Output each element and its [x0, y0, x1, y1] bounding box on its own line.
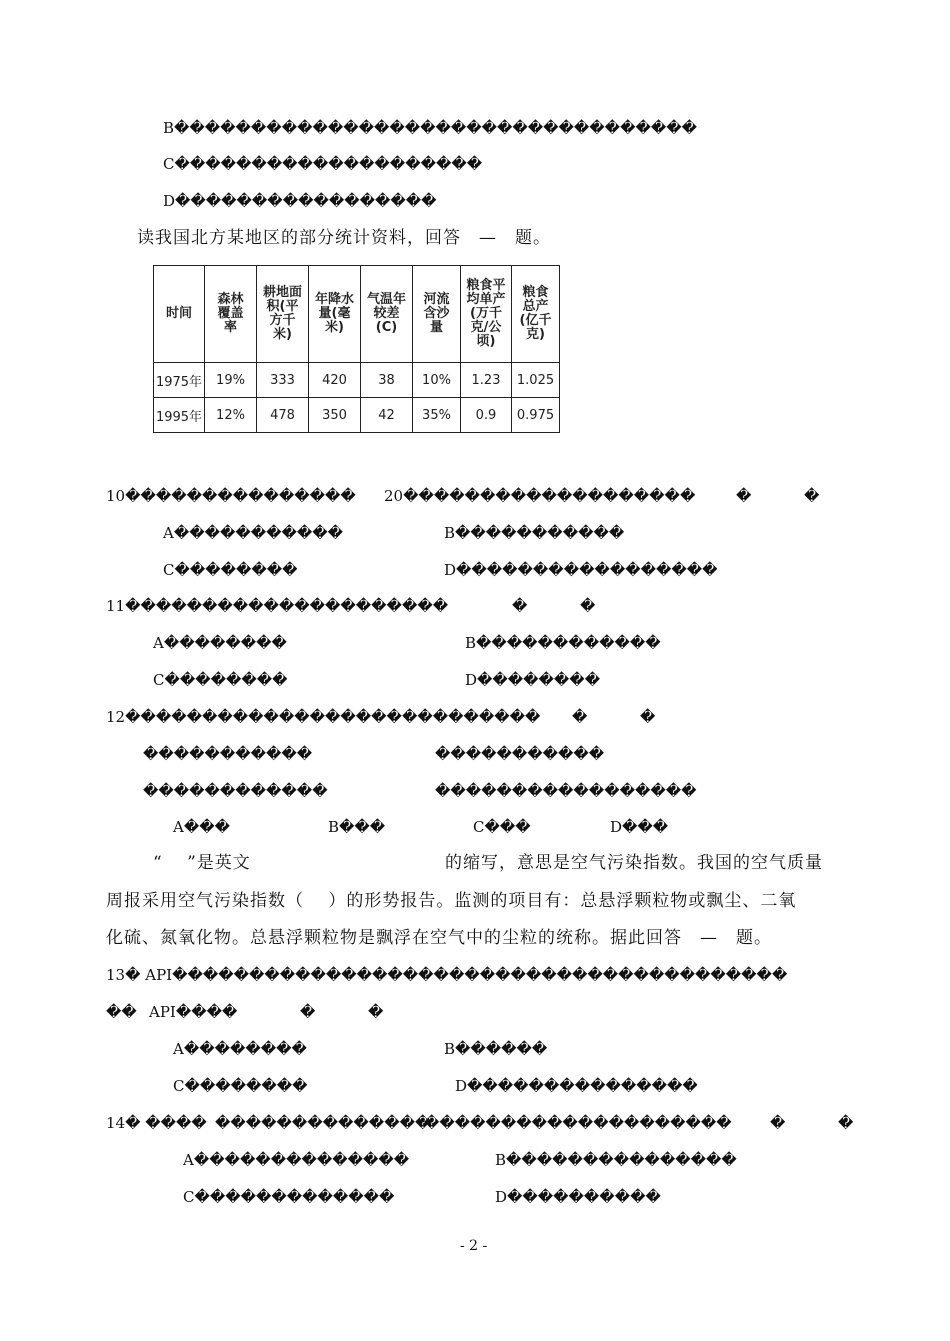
- table-cell: 35%: [413, 398, 461, 433]
- table-cell: 38: [361, 363, 413, 398]
- answer-paren-left: �: [770, 1114, 786, 1132]
- table-cell: 19%: [205, 363, 257, 398]
- table-header-cell: 气温年较差(C): [361, 266, 413, 363]
- statistics-table: [153, 265, 560, 433]
- question-10-option-a: A�����������: [163, 524, 344, 542]
- passage-line-1a: “ ”是英文: [153, 853, 251, 873]
- question-13-stem-api: API����: [149, 1003, 238, 1021]
- table-cell: 1.025: [512, 363, 560, 398]
- question-12-option-b: B���: [328, 818, 386, 836]
- question-10-stem: 10���������������: [106, 487, 356, 505]
- question-13-option-c: C��������: [173, 1077, 308, 1095]
- answer-paren-right: �: [804, 487, 820, 505]
- table-header-cell: 粮食总产(亿千克): [512, 266, 560, 363]
- question-12-option-c: C���: [473, 818, 531, 836]
- question-12-item-1: �����������: [143, 745, 313, 763]
- page-number: - 2 -: [460, 1238, 488, 1254]
- answer-paren-left: �: [512, 597, 528, 615]
- table-cell: 12%: [205, 398, 257, 433]
- option-b-prev: B����������������������������������: [163, 119, 697, 137]
- question-14-option-c: C�������������: [183, 1188, 395, 1206]
- question-11-stem: 11���������������������: [106, 597, 449, 615]
- table-cell: 1995年: [154, 398, 205, 433]
- table-row: [154, 363, 560, 398]
- option-c-prev: C��������������������: [163, 155, 483, 173]
- table-cell: 0.9: [461, 398, 512, 433]
- table-row: [154, 398, 560, 433]
- table-header-cell: 森林覆盖率: [205, 266, 257, 363]
- question-13-option-d: D���������������: [455, 1077, 698, 1095]
- table-cell: 0.975: [512, 398, 560, 433]
- passage-line-2: 周报采用空气污染指数（ ）的形势报告。监测的项目有：总悬浮颗粒物或飘尘、二氧: [106, 891, 797, 911]
- question-14-stem: 14� ����: [106, 1114, 207, 1132]
- question-12-item-2: �����������: [435, 745, 605, 763]
- question-10-option-d: D�����������������: [444, 561, 718, 579]
- table-header-cell: 河流含沙量: [413, 266, 461, 363]
- table-header-row: [154, 266, 560, 363]
- answer-paren-left: �: [300, 1003, 316, 1021]
- question-10-option-b: B�����������: [444, 524, 625, 542]
- question-14-stem-cont: ��������������: [215, 1114, 431, 1132]
- answer-paren-right: �: [368, 1003, 384, 1021]
- question-12-item-4: �����������������: [435, 782, 697, 800]
- table-header-cell: 耕地面积(平方千米): [257, 266, 309, 363]
- answer-paren-left: �: [736, 487, 752, 505]
- answer-paren-left: �: [572, 708, 588, 726]
- answer-paren-right: �: [580, 597, 596, 615]
- table-cell: 10%: [413, 363, 461, 398]
- table-header-cell: 时间: [154, 266, 205, 363]
- answer-paren-right: �: [640, 708, 656, 726]
- question-10-option-c: C��������: [163, 561, 298, 579]
- table-cell: 1.23: [461, 363, 512, 398]
- question-11-option-d: D��������: [465, 671, 601, 689]
- option-d-prev: D�����������������: [163, 192, 437, 210]
- question-14-stem-cont-2: ��������������������: [424, 1114, 732, 1132]
- question-12-option-a: A���: [173, 818, 230, 836]
- table-cell: 42: [361, 398, 413, 433]
- table-cell: 1975年: [154, 363, 205, 398]
- question-13-option-a: A��������: [173, 1040, 307, 1058]
- question-10-stem-cont: 20�������������������: [384, 487, 696, 505]
- question-11-option-c: C��������: [153, 671, 288, 689]
- passage-line-3: 化硫、氮氧化物。总悬浮颗粒物是飘浮在空气中的尘粒的统称。据此回答 — 题。: [106, 928, 772, 948]
- question-14-option-d: D����������: [495, 1188, 661, 1206]
- question-12-option-d: D���: [610, 818, 669, 836]
- question-13-stem-cont: ��: [106, 1003, 137, 1021]
- question-11-option-a: A��������: [153, 634, 287, 652]
- question-14-option-b: B���������������: [495, 1151, 737, 1169]
- question-13-option-b: B������: [444, 1040, 548, 1058]
- question-13-stem: 13� API����������������������������������������: [106, 966, 788, 984]
- table-cell: 350: [309, 398, 361, 433]
- answer-paren-right: �: [838, 1114, 854, 1132]
- question-12-stem: 12���������������������������: [106, 708, 541, 726]
- question-12-item-3: ������������: [143, 782, 328, 800]
- table-cell: 420: [309, 363, 361, 398]
- table-cell: 333: [257, 363, 309, 398]
- table-intro: 读我国北方某地区的部分统计资料，回答 — 题。: [137, 228, 551, 248]
- question-11-option-b: B������������: [465, 634, 661, 652]
- question-14-option-a: A��������������: [183, 1151, 410, 1169]
- table-header-cell: 粮食平均单产(万千克/公顷): [461, 266, 512, 363]
- passage-line-1b: 的缩写，意思是空气污染指数。我国的空气质量: [445, 853, 823, 873]
- table-cell: 478: [257, 398, 309, 433]
- table-header-cell: 年降水量(毫米): [309, 266, 361, 363]
